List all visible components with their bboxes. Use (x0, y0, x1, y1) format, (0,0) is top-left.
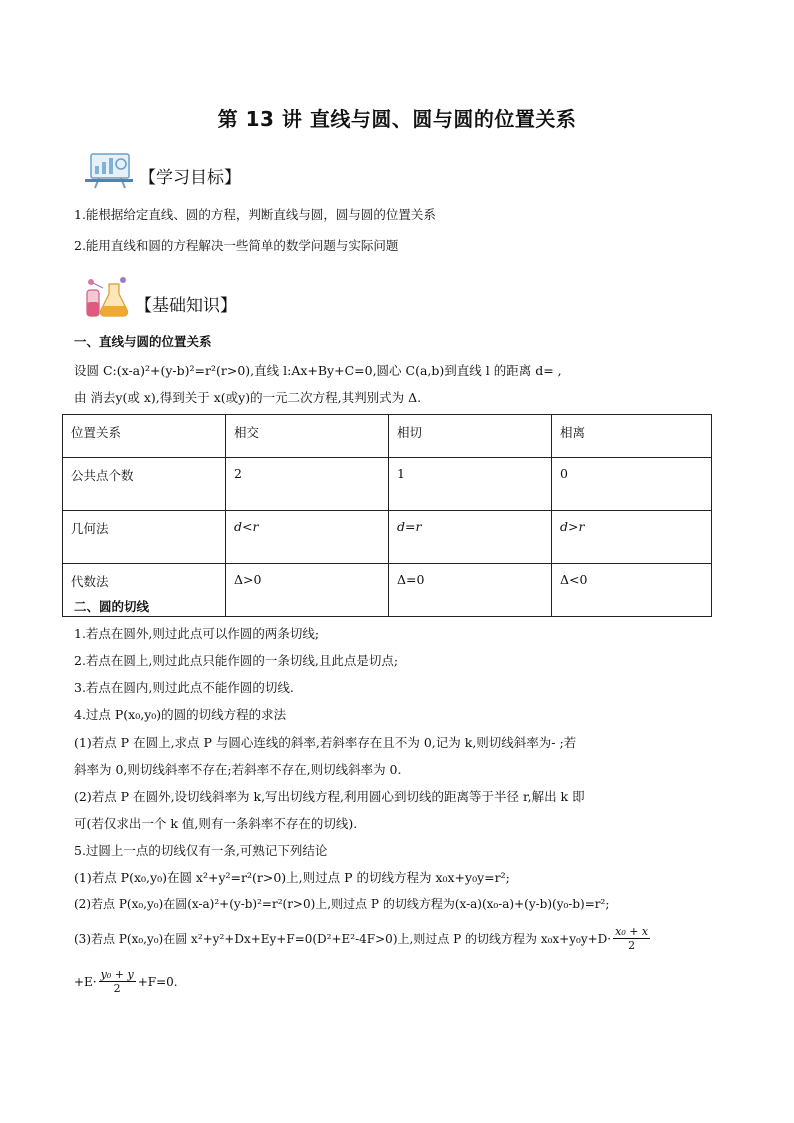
goal-item: 2.能用直线和圆的方程解决一些简单的数学问题与实际问题 (74, 238, 399, 253)
part1-line: 设圆 C:(x-a)²+(y-b)²=r²(r>0),直线 l:Ax+By+C=0,圆心 C(a,b)到直线 l 的距离 d= , (74, 363, 562, 378)
part2-line: (2)若点 P(x₀,y₀)在圆(x-a)²+(y-b)²=r²(r>0)上,则过点 P 的切线方程为(x-a)(x₀-a)+(y-b)(y₀-b)=r²; (74, 897, 610, 911)
table-cell: Δ<0 (552, 564, 712, 617)
table-cell: 相交 (226, 415, 389, 458)
table-row (63, 511, 712, 564)
whiteboard-icon (83, 152, 135, 190)
position-table (62, 414, 712, 617)
part1-line: 由 消去y(或 x),得到关于 x(或y)的一元二次方程,其判别式为 Δ. (74, 390, 422, 405)
formula-line-3 (74, 925, 652, 952)
table-header-row (63, 415, 712, 458)
part2-line: 斜率为 0,则切线斜率不存在;若斜率不存在,则切线斜率为 0. (74, 762, 402, 777)
table-cell: d<r (226, 511, 389, 564)
fraction-denominator: 2 (113, 982, 121, 995)
table-cell: 0 (552, 458, 712, 511)
part2-line: 3.若点在圆内,则过此点不能作圆的切线. (74, 680, 294, 695)
table-cell: 1 (389, 458, 552, 511)
section-goals-header (83, 150, 241, 190)
table-row (63, 458, 712, 511)
flask-icon (83, 276, 131, 318)
formula-line-4 (74, 968, 178, 995)
table-cell: 相离 (552, 415, 712, 458)
fraction-numerator: x₀ + x (615, 925, 649, 938)
part2-line: 4.过点 P(x₀,y₀)的圆的切线方程的求法 (74, 707, 287, 722)
table-cell: 相切 (389, 415, 552, 458)
page-title: 第 13 讲 直线与圆、圆与圆的位置关系 (217, 107, 577, 131)
fraction (613, 925, 650, 952)
table-cell: d=r (389, 511, 552, 564)
part1-heading: 一、直线与圆的位置关系 (74, 334, 212, 349)
table-cell: d>r (552, 511, 712, 564)
table-cell: 位置关系 (63, 415, 226, 458)
table-cell: 几何法 (63, 511, 226, 564)
part2-line: +F=0. (137, 974, 178, 989)
part2-line: 2.若点在圆上,则过此点只能作圆的一条切线,且此点是切点; (74, 653, 399, 668)
part2-line: (1)若点 P(x₀,y₀)在圆 x²+y²=r²(r>0)上,则过点 P 的切线方程为 x₀x+y₀y=r²; (74, 870, 510, 885)
part2-line: (2)若点 P 在圆外,设切线斜率为 k,写出切线方程,利用圆心到切线的距离等于半径 r,解出 k 即 (74, 789, 585, 804)
part2-line: 1.若点在圆外,则过此点可以作圆的两条切线; (74, 626, 320, 641)
part2-line: +E· (74, 974, 97, 989)
section-basics-label: 【基础知识】 (135, 296, 237, 316)
part2-heading: 二、圆的切线 (74, 599, 150, 614)
table-cell: Δ=0 (389, 564, 552, 617)
table-cell: Δ>0 (226, 564, 389, 617)
section-goals-label: 【学习目标】 (139, 168, 241, 188)
fraction-denominator: 2 (628, 939, 636, 952)
fraction-numerator: y₀ + y (100, 968, 134, 981)
fraction (99, 968, 136, 995)
table-row (63, 564, 712, 617)
section-basics-header (83, 278, 237, 318)
part2-line: (1)若点 P 在圆上,求点 P 与圆心连线的斜率,若斜率存在且不为 0,记为 k,则切线斜率为- ;若 (74, 735, 577, 750)
table-cell: 2 (226, 458, 389, 511)
part2-line: 5.过圆上一点的切线仅有一条,可熟记下列结论 (74, 843, 328, 858)
table-cell: 代数法 (63, 564, 226, 617)
table-cell: 公共点个数 (63, 458, 226, 511)
part2-line: (3)若点 P(x₀,y₀)在圆 x²+y²+Dx+Ey+F=0(D²+E²-4F>0)上,则过点 P 的切线方程为 x₀x+y₀y+D· (74, 932, 612, 946)
goal-item: 1.能根据给定直线、圆的方程，判断直线与圆，圆与圆的位置关系 (74, 207, 436, 222)
part2-line: 可(若仅求出一个 k 值,则有一条斜率不存在的切线). (74, 816, 358, 831)
